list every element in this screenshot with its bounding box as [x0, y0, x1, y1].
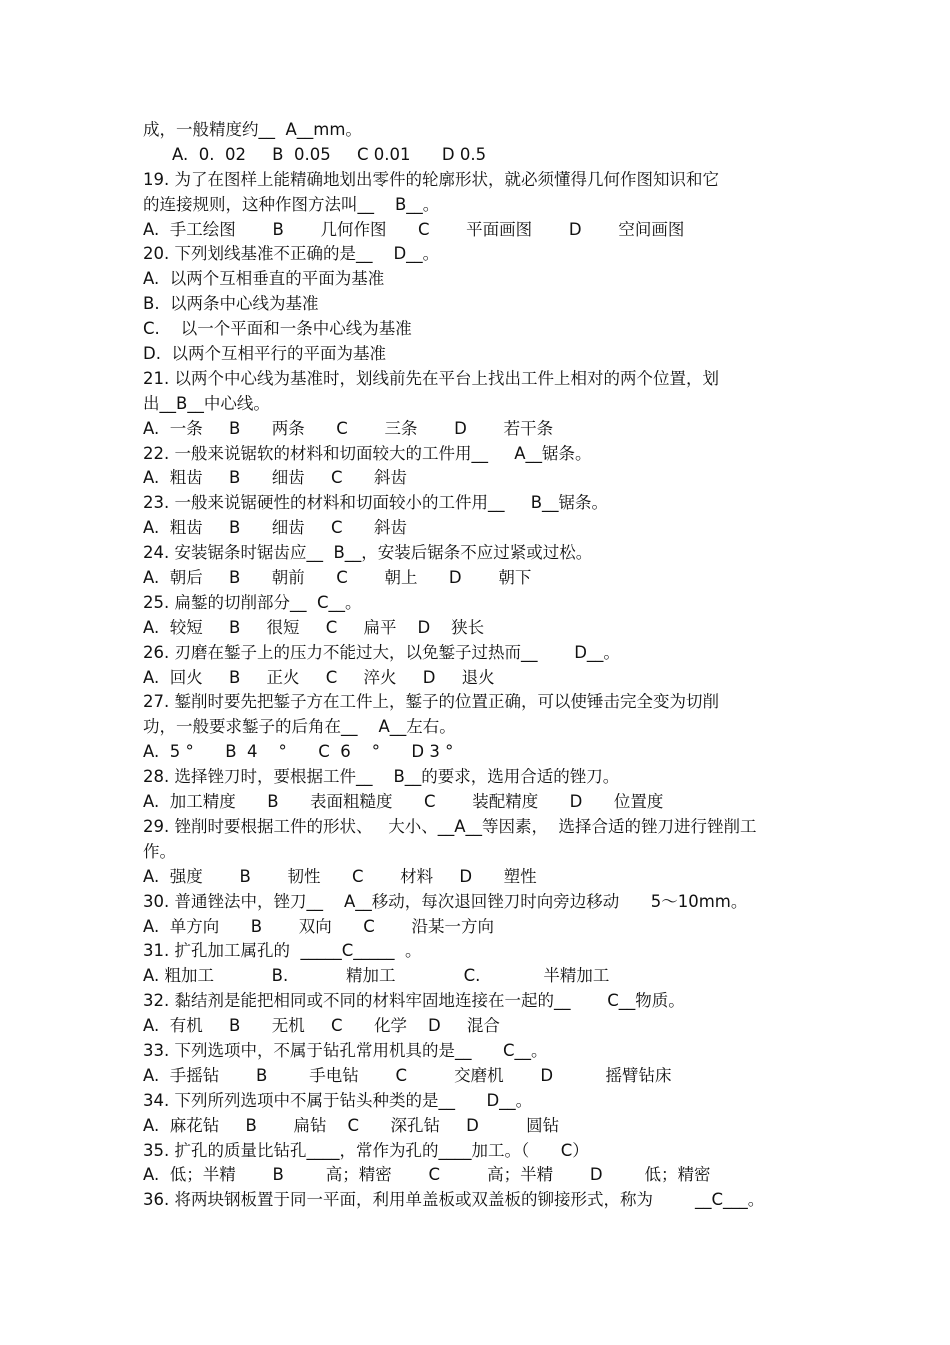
text-line: 33. 下列选项中，不属于钻孔常用机具的是__ C__。: [143, 1040, 548, 1060]
text-line: A. 加工精度 B 表面粗糙度 C 装配精度 D 位置度: [143, 792, 664, 812]
text-line: 功，一般要求錾子的后角在__ A__左右。: [143, 717, 456, 737]
text-line: 19. 为了在图样上能精确地划出零件的轮廓形状，就必须懂得几何作图知识和它: [143, 169, 719, 189]
text-line: 出__B__中心线。: [143, 393, 270, 413]
text-line: A. 粗齿 B 细齿 C 斜齿: [143, 518, 407, 538]
text-line: A. 较短 B 很短 C 扁平 D 狭长: [143, 617, 485, 637]
text-line: 34. 下列所列选项中不属于钻头种类的是__ D__。: [143, 1090, 533, 1110]
text-line: A. 0. 02 B 0.05 C 0.01 D 0.5: [172, 144, 487, 164]
text-line: A. 手摇钻 B 手电钻 C 交磨机 D 摇臂钻床: [143, 1065, 672, 1085]
text-line: 36. 将两块钢板置于同一平面，利用单盖板或双盖板的铆接形式，称为 __C___。: [143, 1190, 765, 1210]
text-line: 23. 一般来说锯硬性的材料和切面较小的工件用__ B__锯条。: [143, 493, 609, 513]
text-line: B. 以两条中心线为基准: [143, 294, 319, 314]
text-line: A. 以两个互相垂直的平面为基准: [143, 269, 385, 289]
text-line: 25. 扁錾的切削部分__ C__。: [143, 592, 362, 612]
text-line: 22. 一般来说锯软的材料和切面较大的工件用__ A__锯条。: [143, 443, 592, 463]
question-list: [143, 118, 803, 1213]
text-line: A. 麻花钻 B 扁钻 C 深孔钻 D 圆钻: [143, 1115, 560, 1135]
text-line: 成，一般精度约__ A__mm。: [143, 120, 362, 139]
text-line: A. 一条 B 两条 C 三条 D 若干条: [143, 418, 554, 438]
text-line: 31. 扩孔加工属孔的 _____C_____ 。: [143, 941, 422, 961]
text-line: 21. 以两个中心线为基准时，划线前先在平台上找出工件上相对的两个位置，划: [143, 368, 719, 388]
text-line: A. 5 ° B 4 ° C 6 ° D 3 °: [143, 742, 454, 762]
text-line: 28. 选择锉刀时，要根据工件__ B__的要求，选用合适的锉刀。: [143, 767, 620, 787]
text-line: D. 以两个互相平行的平面为基准: [143, 344, 386, 364]
text-line: A. 粗齿 B 细齿 C 斜齿: [143, 468, 407, 488]
text-line: A. 回火 B 正火 C 淬火 D 退火: [143, 667, 495, 687]
text-line: A. 粗加工 B. 精加工 C. 半精加工: [143, 966, 610, 986]
text-line: A. 低；半精 B 高；精密 C 高；半精 D 低；精密: [143, 1165, 711, 1185]
text-line: 26. 刃磨在錾子上的压力不能过大，以免錾子过热而__ D__。: [143, 642, 620, 662]
text-line: 30. 普通锉法中，锉刀__ A__移动，每次退回锉刀时向旁边移动 5～10mm。: [143, 891, 748, 911]
text-line: A. 强度 B 韧性 C 材料 D 塑性: [143, 866, 537, 886]
text-line: C. 以一个平面和一条中心线为基准: [143, 319, 412, 339]
text-line: 35. 扩孔的质量比钻孔____，常作为孔的____加工。（ C）: [143, 1140, 589, 1160]
text-line: 24. 安装锯条时锯齿应__ B__，安装后锯条不应过紧或过松。: [143, 543, 593, 563]
text-line: 的连接规则，这种作图方法叫__ B__。: [143, 194, 440, 214]
text-line: A. 有机 B 无机 C 化学 D 混合: [143, 1016, 500, 1036]
text-line: 29. 锉削时要根据工件的形状、 大小、__A__等因素， 选择合适的锉刀进行锉削工: [143, 816, 757, 836]
text-line: 32. 黏结剂是能把相同或不同的材料牢固地连接在一起的__ C__物质。: [143, 991, 685, 1011]
text-line: 20. 下列划线基准不正确的是__ D__。: [143, 244, 440, 264]
text-line: 作。: [143, 841, 176, 861]
text-line: A. 单方向 B 双向 C 沿某一方向: [143, 916, 494, 936]
text-line: A. 手工绘图 B 几何作图 C 平面画图 D 空间画图: [143, 219, 685, 239]
text-line: A. 朝后 B 朝前 C 朝上 D 朝下: [143, 568, 532, 588]
text-line: 27. 錾削时要先把錾子方在工件上，錾子的位置正确，可以使锤击完全变为切削: [143, 692, 719, 712]
